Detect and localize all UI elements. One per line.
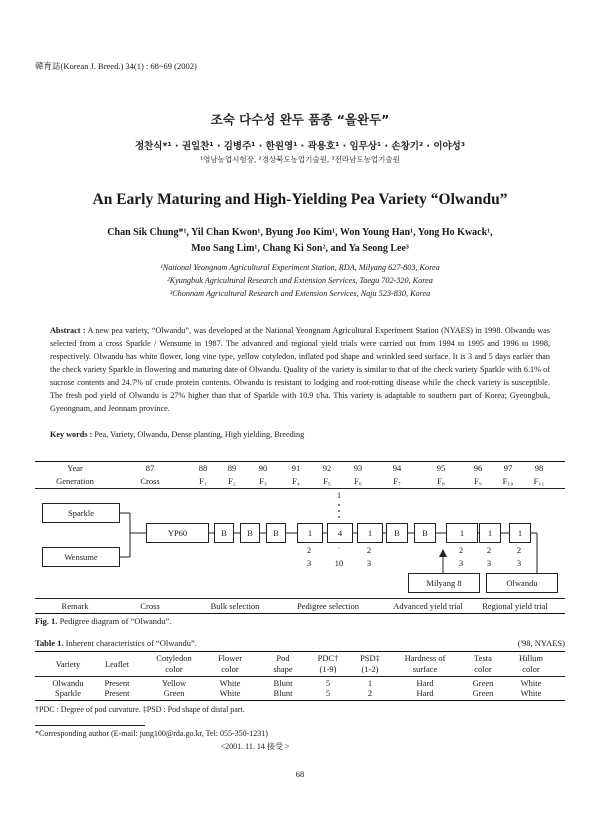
count-bottom: 3 xyxy=(486,558,492,568)
footnote-rule xyxy=(35,725,145,726)
table-header: Cotyledon color xyxy=(156,653,192,674)
bulk-box: B xyxy=(266,523,286,543)
count-top: · xyxy=(337,543,341,553)
table-header: Flower color xyxy=(217,653,243,674)
table-cell: Green xyxy=(472,678,494,688)
table-cell: Blunt xyxy=(273,688,293,698)
generation-cell: F₉ xyxy=(474,476,482,486)
table-caption-label: Table 1. xyxy=(35,638,64,648)
table-cell: 2 xyxy=(367,688,373,698)
table-header-rule xyxy=(35,676,565,677)
bulk-box: B xyxy=(414,523,436,543)
figure-caption-label: Fig. 1. xyxy=(35,616,58,626)
affiliation-1: ¹National Yeongnam Agricultural Experiment Station, RDA, Milyang 627-803, Korea xyxy=(160,263,440,272)
table-cell: Green xyxy=(472,688,494,698)
table-cell: White xyxy=(520,678,542,688)
generation-cell: F₁₁ xyxy=(533,476,545,486)
table-cell: 1 xyxy=(367,678,373,688)
year-label: Year xyxy=(67,463,83,473)
table-cell: Blunt xyxy=(273,678,293,688)
year-cell: 96 xyxy=(473,463,483,473)
year-cell: 87 xyxy=(145,463,155,473)
year-cell: 91 xyxy=(291,463,301,473)
figure-caption xyxy=(35,616,171,626)
parent-wensume-box: Wensume xyxy=(42,547,120,567)
year-cell: 95 xyxy=(436,463,446,473)
bulk-box: B xyxy=(386,523,408,543)
count-bottom: 3 xyxy=(366,558,372,568)
table-cell: Olwandu xyxy=(52,678,84,688)
table-header: Leaflet xyxy=(104,659,130,669)
corresponding-author: *Corresponding author (E-mail: jung100@rda.go.kr, Tel: 055-350-1231) xyxy=(35,729,268,738)
table-caption-text: Inherent characteristics of “Olwandu”. xyxy=(63,638,197,648)
table-cell: Yellow xyxy=(161,678,187,688)
count-bottom: 3 xyxy=(516,558,522,568)
count-top: 2 xyxy=(306,545,312,555)
year-cell: 90 xyxy=(258,463,268,473)
abstract-text: A new pea variety, “Olwandu”, was developed at the National Yeongnam Agricultural Experiment Station (NYAES) in 1998. Olwandu was selected from a cross Sparkle / Wensume in 1987. The advanced and regional yield trials were carried out from 1994 to 1995 and 1996 to 1998, respectively. Olwandu has white flower, long vine type, yellow cotyledon, inflated pod shape and wrinkled seed surface. It is 3 and 5 days earlier than the check variety Sparkle in flowering and maturing date of Olwandu. Quality of the variety is similar to that of the check variety Sparkle with 6.1% of sucrose contents and 24.7% of crude protein contents. Olwandu is resistant to lodging and root-rotting disease while the check variety is susceptible. The fresh pod yield of Olwandu is 27% higher than that of Sparkle with 10.9 t/ha. This variety is adaptable to southern part of Korea; Gyeongbuk, Gyeongnam, and Jeonnam province. xyxy=(50,326,550,413)
generation-cell: F₇ xyxy=(393,476,401,486)
generation-cell: F₄ xyxy=(292,476,300,486)
olwandu-box: Olwandu xyxy=(486,573,558,593)
bulk-box: B xyxy=(214,523,234,543)
table-cell: Hard xyxy=(416,678,434,688)
figure-caption-text: Pedigree diagram of “Olwandu”. xyxy=(57,616,172,626)
generation-cell: F₆ xyxy=(354,476,362,486)
remark-cell: Bulk selection xyxy=(210,601,260,611)
year-cell: 98 xyxy=(534,463,544,473)
line-box: 4 xyxy=(327,523,353,543)
table-cell: Present xyxy=(104,678,130,688)
generation-cell: Cross xyxy=(140,476,160,486)
table-header: PSD‡ (1-2) xyxy=(360,653,380,674)
bulk-box: B xyxy=(240,523,260,543)
authors-line-2: Moo Sang Lim¹, Chang Ki Son², and Ya Seong Lee³ xyxy=(191,243,409,254)
line-box: 1 xyxy=(297,523,323,543)
count-top: 2 xyxy=(516,545,522,555)
generation-cell: F₁₀ xyxy=(502,476,514,486)
remark-cell: Cross xyxy=(140,601,160,611)
table-cell: 5 xyxy=(325,678,331,688)
line-box: 1 xyxy=(509,523,531,543)
table-cell: Green xyxy=(163,688,185,698)
affiliation-3: ³Chonnam Agricultural Research and Extension Services, Naju 523-830, Korea xyxy=(169,289,431,298)
table-footnote: †PDC : Degree of pod curvature. ‡PSD : Pod shape of distal part. xyxy=(35,705,245,714)
year-cell: 92 xyxy=(322,463,332,473)
table-cell: Sparkle xyxy=(55,688,81,698)
table-cell: Present xyxy=(104,688,130,698)
table-header: Pod shape xyxy=(273,653,293,674)
table-header: Hardness of surface xyxy=(404,653,446,674)
table-top-rule xyxy=(35,651,565,652)
generation-cell: F₈ xyxy=(437,476,445,486)
year-cell: 89 xyxy=(227,463,237,473)
count-top: 2 xyxy=(458,545,464,555)
line-box: 1 xyxy=(357,523,383,543)
year-cell: 93 xyxy=(353,463,363,473)
received-date: <2001. 11. 14 接受 > xyxy=(220,742,290,751)
generation-cell: F₃ xyxy=(259,476,267,486)
table-cell: White xyxy=(219,678,241,688)
table-header: Hillum color xyxy=(518,653,544,674)
count-top: 2 xyxy=(366,545,372,555)
table-cell: White xyxy=(219,688,241,698)
page-number: 68 xyxy=(295,769,305,779)
abstract-label: Abstract : xyxy=(50,326,86,335)
remark-cell: Pedigree selection xyxy=(296,601,360,611)
year-cell: 88 xyxy=(198,463,208,473)
korean-title: 조숙 다수성 완두 품종 “올완두” xyxy=(210,112,390,127)
keywords-text: Pea, Variety, Olwandu, Dense planting, High yielding, Breeding xyxy=(92,430,305,439)
top-count-mark: 1 xyxy=(336,490,342,500)
table-cell: White xyxy=(520,688,542,698)
generation-cell: F₂ xyxy=(228,476,236,486)
table-cell: 5 xyxy=(325,688,331,698)
remark-cell: Regional yield trial xyxy=(482,601,548,611)
generation-cell: F₅ xyxy=(323,476,331,486)
korean-authors: 정찬식*¹ · 권일찬¹ · 김병주¹ · 한원영¹ · 곽용호¹ · 임무상¹ · 손창기² · 이야성³ xyxy=(134,141,466,152)
yp60-box: YP60 xyxy=(146,523,209,543)
journal-reference: 韓育誌(Korean J. Breed.) 34(1) : 68~69 (2002) xyxy=(35,61,197,71)
milyang-8-box: Milyang 8 xyxy=(408,573,480,593)
table-header: Variety xyxy=(55,659,81,669)
parent-sparkle-box: Sparkle xyxy=(42,503,120,523)
count-bottom: 10 xyxy=(334,558,344,568)
keywords-label: Key words : xyxy=(50,430,93,439)
generation-label: Generation xyxy=(56,476,94,486)
line-box: 1 xyxy=(479,523,501,543)
count-bottom: 3 xyxy=(306,558,312,568)
count-top: 2 xyxy=(486,545,492,555)
count-bottom: 3 xyxy=(458,558,464,568)
year-cell: 94 xyxy=(392,463,402,473)
english-title: An Early Maturing and High-Yielding Pea Variety “Olwandu” xyxy=(92,191,508,208)
remark-label: Remark xyxy=(61,601,89,611)
korean-affiliations: ¹영남농업시험장, ²경상북도농업기술원, ³전라남도농업기술원 xyxy=(200,155,400,164)
authors-line-1: Chan Sik Chung*¹, Yil Chan Kwon¹, Byung Joo Kim¹, Won Young Han¹, Yong Ho Kwack¹, xyxy=(107,227,493,238)
table-header: PDC† (1-9) xyxy=(317,653,339,674)
year-cell: 97 xyxy=(503,463,513,473)
table-note: ('98, NYAES) xyxy=(517,638,565,648)
remark-cell: Advanced yield trial xyxy=(393,601,463,611)
table-cell: Hard xyxy=(416,688,434,698)
table-bottom-rule xyxy=(35,700,565,701)
generation-cell: F₁ xyxy=(199,476,207,486)
table-header: Testa color xyxy=(474,653,492,674)
line-box: 1 xyxy=(446,523,478,543)
affiliation-2: ²Kyungbuk Agricultural Research and Extension Services, Taegu 702-320, Korea xyxy=(167,276,433,285)
table-caption xyxy=(35,638,197,648)
